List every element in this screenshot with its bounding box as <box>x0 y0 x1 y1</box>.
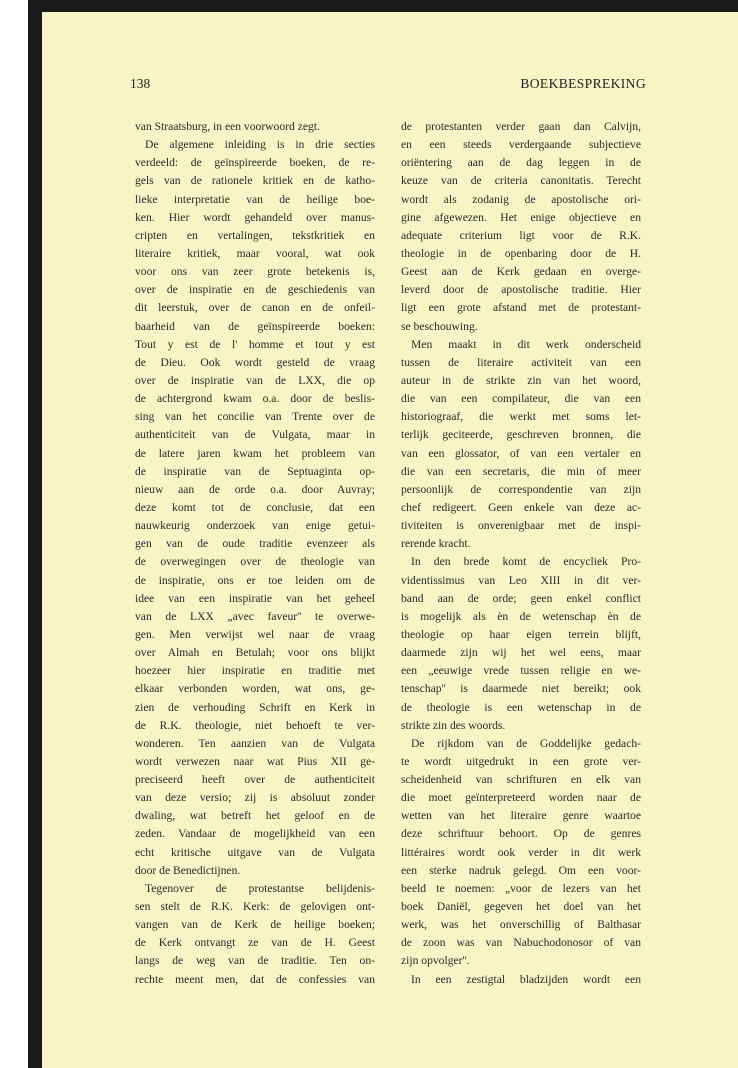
text-line: persoonlijk de correspondentie van zijn <box>401 482 641 496</box>
text-line: De algemene inleiding is in drie secties <box>145 138 375 152</box>
text-line: Geest aan de Kerk gedaan en overge- <box>401 265 641 279</box>
text-line: de R.K. theologie, niet behoeft te ver- <box>135 718 375 732</box>
text-line: door de Benedictijnen. <box>135 863 241 877</box>
text-line: wordt verwezen naar wat Pius XII ge- <box>135 754 375 768</box>
text-line: die van een secretaris, die min of meer <box>401 464 641 478</box>
page-header <box>130 76 646 96</box>
text-line: en een steeds verdergaande subjectieve <box>401 138 641 152</box>
scan-border-top <box>28 0 738 12</box>
text-line: vangen van de Kerk de heilige boeken; <box>135 918 375 932</box>
text-line: literaire kritiek, maar vooral, wat ook <box>135 246 375 260</box>
text-line: werk, was het onverschillig of Balthasar <box>401 918 641 932</box>
text-line: rechte meent men, dat de confessies van <box>135 972 375 986</box>
text-line: over de inspiratie en de geschiedenis van <box>135 283 375 297</box>
text-line: zeden. Vandaar de mogelijkheid van een <box>135 827 375 841</box>
text-line: die van een compilateur, die van een <box>401 392 641 406</box>
text-line: sen stelt de R.K. Kerk: de gelovigen ont- <box>135 900 375 914</box>
text-line: rerende kracht. <box>401 537 471 551</box>
text-line: dwaling, wat betreft het geloof en de <box>135 809 375 823</box>
text-line: theologie op haar eigen terrein blijft, <box>401 627 641 641</box>
text-line: se beschouwing. <box>401 319 478 333</box>
text-line: echt kritische uitgave van de Vulgata <box>135 845 375 859</box>
text-line: voor ons van zeer grote betekenis is, <box>135 265 375 279</box>
text-line: leverd door de apostolische traditie. Hier <box>401 283 641 297</box>
text-line: theologie in de openbaring door de H. <box>401 246 641 260</box>
text-line: tiviteiten is onverenigbaar met de inspi- <box>401 519 641 533</box>
text-line: gen van de oude traditie evenzeer als <box>135 537 375 551</box>
text-line: de zoon was van Nabuchodonosor of van <box>401 936 641 950</box>
text-line: gen. Men verwijst wel naar de vraag <box>135 627 375 641</box>
text-line: zien de verhouding Schrift en Kerk in <box>135 700 375 714</box>
text-line: de inspiratie, ons er toe leiden om de <box>135 573 375 587</box>
text-line: gels van de rationele kritiek en de katho- <box>135 174 375 188</box>
text-line: ken. Hier wordt gehandeld over manus- <box>135 210 375 224</box>
text-line: die moet geïnterpreteerd worden naar de <box>401 791 641 805</box>
text-line: wordt als zodanig de apostolische ori- <box>401 192 641 206</box>
text-line: de theologie is een wetenschap in de <box>401 700 641 714</box>
scan-border-left <box>28 0 42 1068</box>
text-line: videntissimus van Leo XIII in dit ver- <box>401 573 641 587</box>
text-line: de achtergrond kwam o.a. door de beslis- <box>135 392 375 406</box>
text-line: authenticiteit van de Vulgata, maar in <box>135 428 375 442</box>
text-line: wonderen. Ten aanzien van de Vulgata <box>135 736 375 750</box>
text-line: daarmede zijn wij het wel eens, maar <box>401 646 641 660</box>
text-line: wetten van het literaire genre waartoe <box>401 809 641 823</box>
text-line: verdeeld: de geïnspireerde boeken, de re- <box>135 156 375 170</box>
text-line: adequate criterium ligt voor de R.K. <box>401 228 641 242</box>
text-line: dit leerstuk, over de canon en de onfeil- <box>135 301 375 315</box>
page-number: 138 <box>130 76 151 91</box>
left-column <box>135 118 375 989</box>
text-line: nieuw aan de orde o.a. door Auvray; <box>135 482 375 496</box>
text-line: preciseerd heeft over de authenticiteit <box>135 773 375 787</box>
text-line: chef redigeert. Geen enkele van deze ac- <box>401 500 641 514</box>
text-line: littéraires wordt ook verder in dit werk <box>401 845 641 859</box>
text-line: over de inspiratie van de LXX, die op <box>135 373 375 387</box>
text-line: gine afgewezen. Het enige objectieve en <box>401 210 641 224</box>
text-line: De rijkdom van de Goddelijke gedach- <box>411 736 641 750</box>
text-line: strikte zin des woords. <box>401 718 506 732</box>
text-line: Tegenover de protestantse belijdenis- <box>145 881 375 895</box>
text-line: Men maakt in dit werk onderscheid <box>411 337 641 351</box>
text-line: te wordt uitgedrukt in een grote ver- <box>401 754 641 768</box>
text-line: van deze versio; zij is absoluut zonder <box>135 791 375 805</box>
text-line: de protestanten verder gaan dan Calvijn, <box>401 120 641 133</box>
text-line: scheidenheid van schrifturen en elk van <box>401 773 641 787</box>
text-line: tussen de literaire activiteit van een <box>401 355 641 369</box>
text-line: boek Daniël, gegeven het doel van het <box>401 900 641 914</box>
right-column <box>401 118 641 989</box>
text-line: beeld te noemen: „voor de lezers van het <box>401 881 641 895</box>
text-line: cripten en vertalingen, tekstkritiek en <box>135 228 375 242</box>
text-line: Tout y est de l' homme et tout y est <box>135 337 375 351</box>
text-line: keuze van de criteria canonitatis. Terecht <box>401 174 641 188</box>
text-line: oriëntering aan de dag leggen in de <box>401 156 641 170</box>
text-line: band aan de orde; geen enkel conflict <box>401 591 641 605</box>
text-line: idee van een inspiratie van het geheel <box>135 591 375 605</box>
text-line: auteur in de strikte zin van het woord, <box>401 373 641 387</box>
text-line: In een zestigtal bladzijden wordt een <box>411 972 641 986</box>
text-line: tenschap'' is daarmede niet bereikt; ook <box>401 682 641 696</box>
text-line: In den brede komt de encycliek Pro- <box>411 555 641 569</box>
text-line: lieke interpretatie van de heilige boe- <box>135 192 375 206</box>
text-line: deze komt tot de conclusie, dat een <box>135 500 375 514</box>
text-line: deze schriftuur behoort. Op de genres <box>401 827 641 841</box>
text-line: de latere jaren kwam het probleem van <box>135 446 375 460</box>
text-line: baarheid van de geïnspireerde boeken: <box>135 319 375 333</box>
text-line: sing van het concilie van Trente over de <box>135 410 375 424</box>
text-line: elkaar verbonden worden, wat ons, ge- <box>135 682 375 696</box>
text-line: de Dieu. Ook wordt gesteld de vraag <box>135 355 375 369</box>
text-line: zijn opvolger''. <box>401 954 470 968</box>
text-line: een „eeuwige vrede tussen religie en we- <box>401 664 641 678</box>
text-line: terlijk geciteerde, geschreven bronnen, die <box>401 428 641 442</box>
text-line: een sterke nadruk gelegd. Om een voor- <box>401 863 641 877</box>
text-line: de overwegingen over de theologie van <box>135 555 375 569</box>
text-line: hoezeer hier inspiratie en traditie met <box>135 664 375 678</box>
text-line: ligt een grote afstand met de protestant- <box>401 301 641 315</box>
text-line: is mogelijk als èn de wetenschap èn de <box>401 609 641 623</box>
text-line: van Straatsburg, in een voorwoord zegt. <box>135 120 320 133</box>
text-line: nauwkeurig onderzoek van enige getui- <box>135 519 375 533</box>
text-line: van een glossator, of van een vertaler en <box>401 446 641 460</box>
running-title: BOEKBESPREKING <box>520 76 646 91</box>
text-line: de inspiratie van de Septuaginta op- <box>135 464 375 478</box>
text-line: historiograaf, die werkt met soms let- <box>401 410 641 424</box>
text-line: langs de weg van de traditie. Ten on- <box>135 954 375 968</box>
text-line: over Almah en Betulah; voor ons blijkt <box>135 646 375 660</box>
text-line: van de LXX „avec faveur'' te overwe- <box>135 609 375 623</box>
text-line: de Kerk ontvangt ze van de H. Geest <box>135 936 375 950</box>
